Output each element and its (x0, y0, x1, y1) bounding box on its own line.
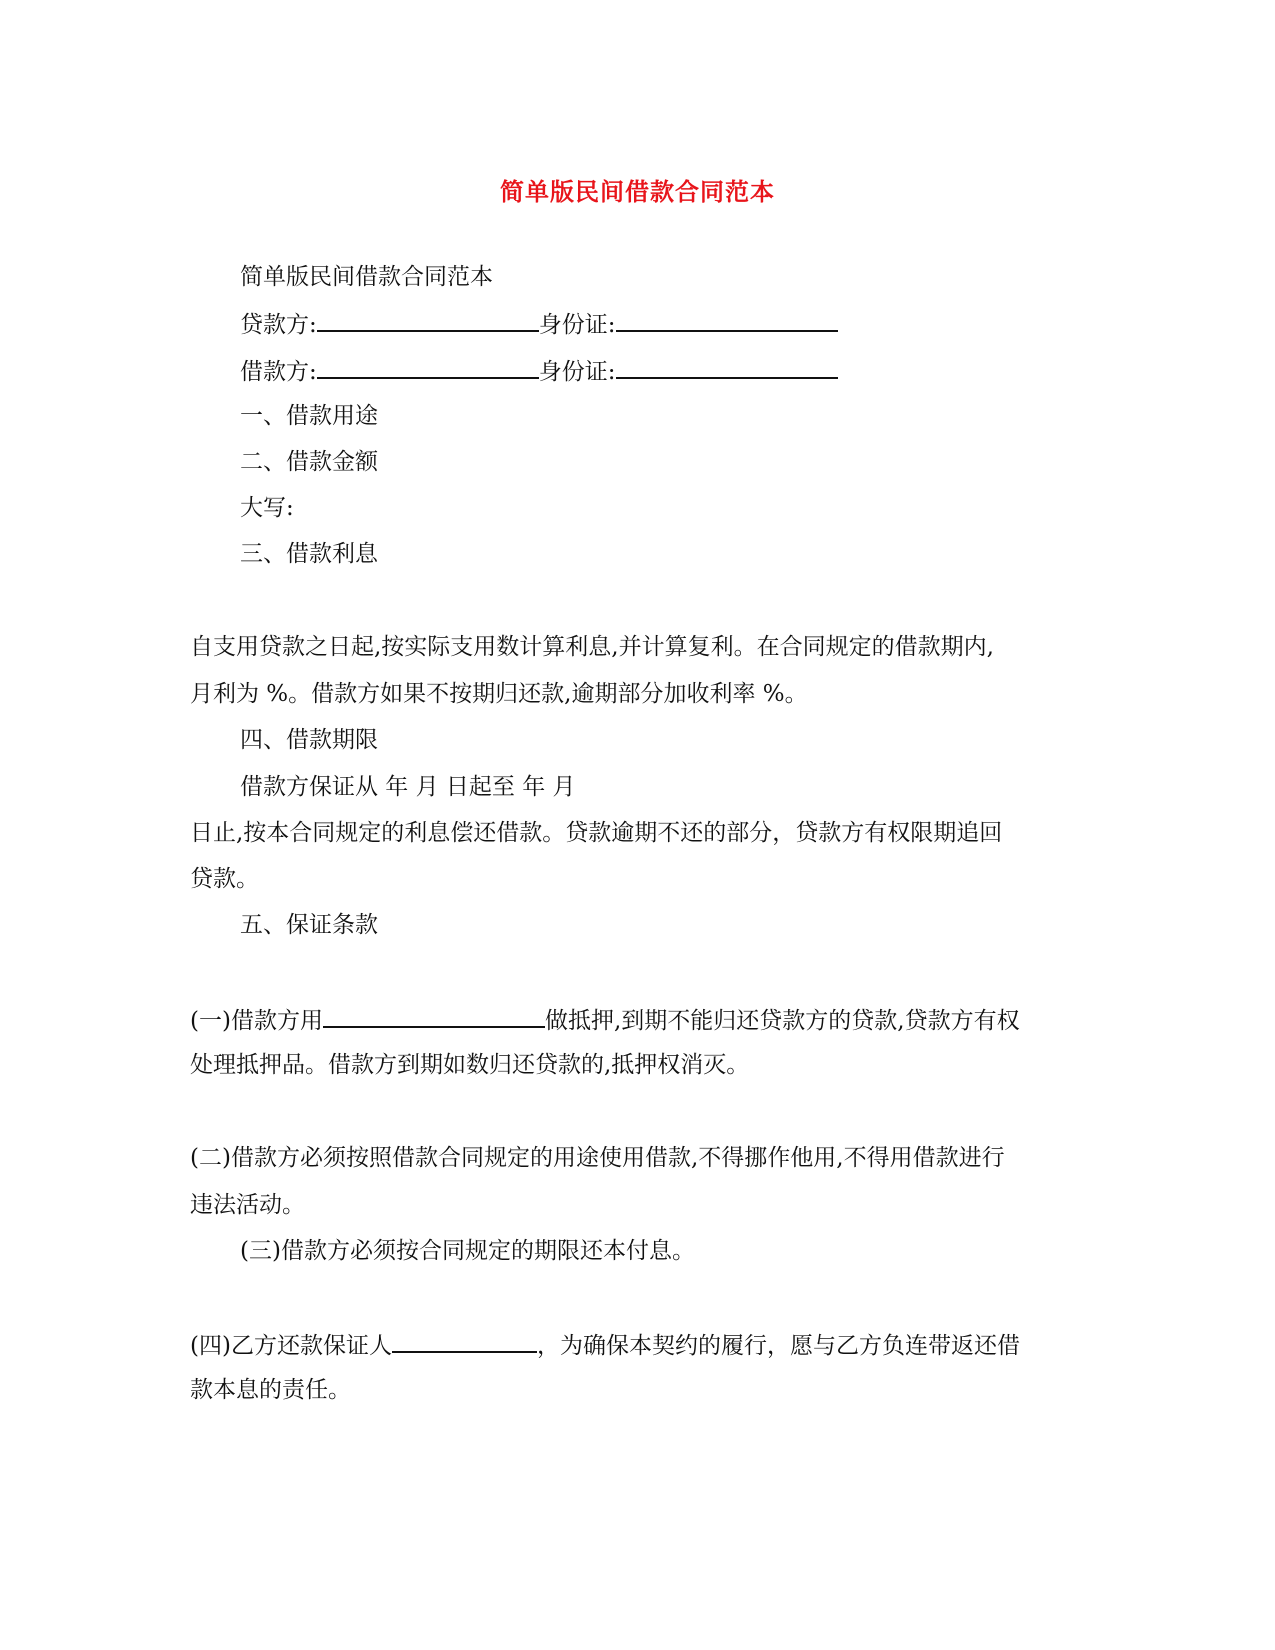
borrower-id-label: 身份证: (538, 359, 616, 385)
lender-label: 贷款方: (240, 312, 317, 338)
capital-label: 大写: (240, 495, 294, 521)
term-text-2: 日止,按本合同规定的利息偿还借款。贷款逾期不还的部分，贷款方有权限期追回 (190, 820, 1003, 846)
borrower-blank (317, 355, 539, 379)
borrower-id-blank (616, 355, 838, 379)
clause-4-suffix: ，为确保本契约的履行，愿与乙方负连带返还借 (536, 1333, 1020, 1359)
term-text-3: 贷款。 (190, 866, 259, 892)
clause-2-line-1: (二)借款方必须按照借款合同规定的用途使用借款,不得挪作他用,不得用借款进行 (190, 1145, 1005, 1171)
document-subtitle: 简单版民间借款合同范本 (240, 264, 493, 290)
interest-text-2: 月利为 %。借款方如果不按期归还款,逾期部分加收利率 %。 (190, 681, 808, 707)
lender-blank (317, 308, 539, 332)
clause-4-prefix: (四)乙方还款保证人 (190, 1333, 392, 1359)
clause-1-line-1 (190, 1004, 1020, 1036)
clause-2-line-2: 违法活动。 (190, 1192, 305, 1218)
section-amount: 二、借款金额 (240, 449, 378, 475)
guarantor-blank (392, 1329, 537, 1353)
lender-line (240, 308, 838, 340)
interest-text-1: 自支用贷款之日起,按实际支用数计算利息,并计算复利。在合同规定的借款期内, (190, 634, 994, 660)
clause-3: (三)借款方必须按合同规定的期限还本付息。 (240, 1238, 695, 1264)
lender-id-blank (616, 308, 838, 332)
borrower-line (240, 355, 838, 387)
term-text-1: 借款方保证从 年 月 日起至 年 月 (240, 774, 576, 800)
clause-4-line-1 (190, 1329, 1020, 1361)
section-interest: 三、借款利息 (240, 541, 378, 567)
clause-4-line-2: 款本息的责任。 (190, 1377, 351, 1403)
collateral-blank (323, 1004, 545, 1028)
lender-id-label: 身份证: (538, 312, 616, 338)
clause-1-prefix: (一)借款方用 (190, 1008, 323, 1034)
section-guarantee: 五、保证条款 (240, 912, 378, 938)
section-purpose: 一、借款用途 (240, 403, 378, 429)
borrower-label: 借款方: (240, 359, 317, 385)
clause-1-line-2: 处理抵押品。借款方到期如数归还贷款的,抵押权消灭。 (190, 1052, 750, 1078)
document-title: 简单版民间借款合同范本 (500, 178, 775, 206)
section-term: 四、借款期限 (240, 727, 378, 753)
clause-1-suffix: 做抵押,到期不能归还贷款方的贷款,贷款方有权 (544, 1008, 1020, 1034)
